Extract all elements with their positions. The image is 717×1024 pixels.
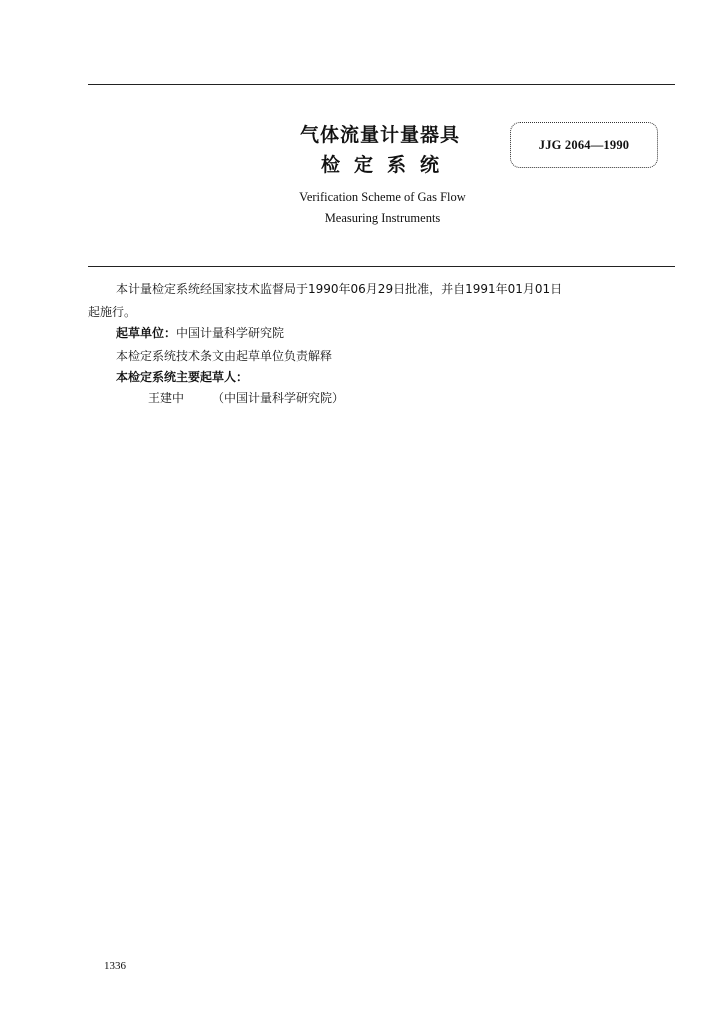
title-english-line1: Verification Scheme of Gas Flow (299, 190, 466, 204)
title-chinese-line2: 检定系统 (320, 154, 453, 176)
drafter-organization: （中国计量科学研究院） (212, 391, 345, 405)
title-chinese-line1: 气体流量计量器具 (299, 124, 460, 146)
middle-rule (88, 266, 675, 267)
drafting-unit-value: 中国计量科学研究院 (176, 326, 285, 340)
drafter-name: 王建中 (148, 391, 185, 405)
drafting-unit-label: 起草单位： (116, 326, 177, 340)
title-english-line2: Measuring Instruments (324, 211, 441, 225)
page-number: 1336 (104, 960, 126, 972)
approval-text-line2: 起施行。 (88, 305, 137, 319)
approval-text-line1: 本计量检定系统经国家技术监督局于1990年06月29日批准，并自1991年01月01日 (116, 282, 563, 296)
standard-code: JJG 2064—1990 (538, 137, 630, 152)
drafter-entry (148, 389, 344, 406)
interpretation-note: 本检定系统技术条文由起草单位负责解释 (116, 349, 333, 363)
standard-code-box (510, 122, 658, 168)
main-drafters-label: 本检定系统主要起草人： (116, 370, 249, 384)
drafting-unit (116, 324, 284, 341)
top-rule (88, 84, 675, 85)
